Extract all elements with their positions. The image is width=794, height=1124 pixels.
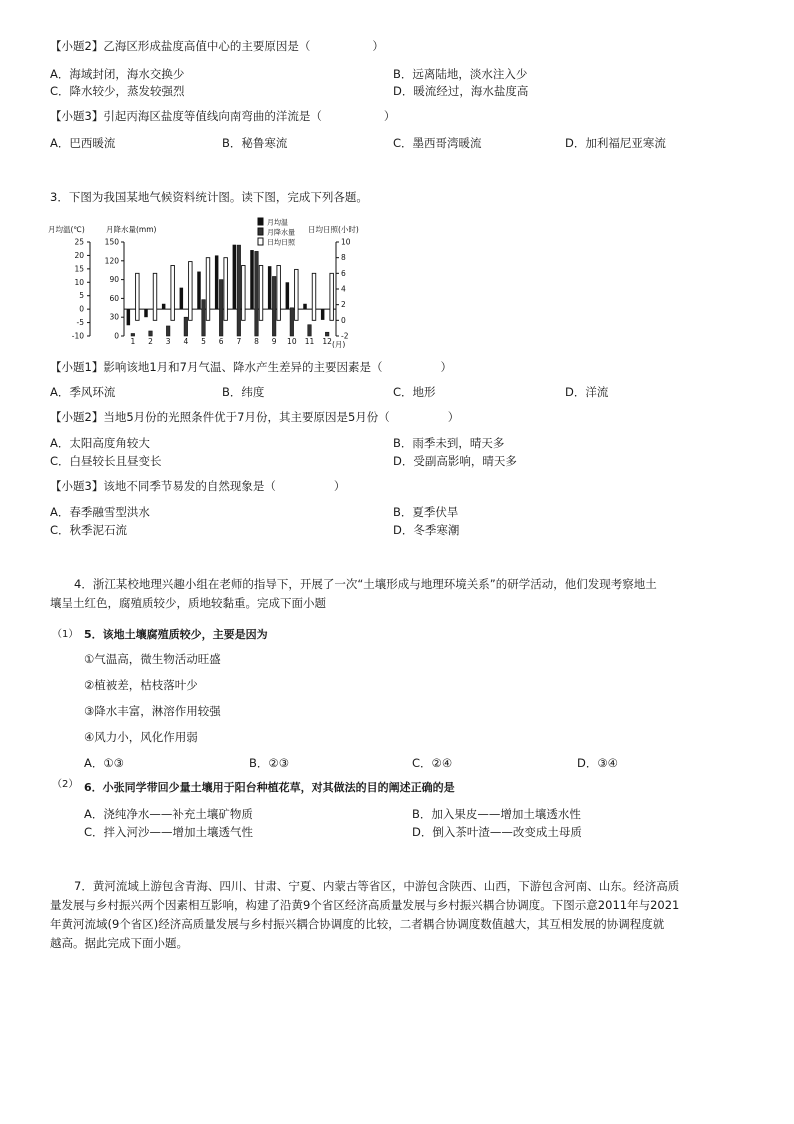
s3-intro: 3．下图为我国某地气候资料统计图。读下图，完成下列各题。 [50,190,368,204]
precip-axis-title: 月降水量(mm) [106,225,157,234]
sun-bar [295,269,299,320]
month-tick-label: 10 [287,337,297,346]
precip-bar [272,276,276,336]
temp-tick-label: 20 [74,250,84,260]
s7-line1: 7．黄河流域上游包含青海、四川、甘肃、宁夏、内蒙古等省区，中游包含陕西、山西，下游包含河南、山东。经济高质 [74,879,680,893]
legend-label: 日均日照 [267,238,295,247]
s2-q2-stem: 【小题2】乙海区形成盐度高值中心的主要原因是（ [50,39,311,53]
sun-bar [171,266,175,321]
temp-tick-label: 5 [79,291,84,301]
precip-bar [325,332,329,336]
precip-bar [202,300,206,336]
s7-line3: 年黄河流域(9个省区)经济高质量发展与乡村振兴耦合协调度的比较，二者耦合协调度数值越大，其互相发展的协调程度就 [50,917,665,931]
s4-sub1-option-d[interactable]: D．③④ [577,756,618,770]
s4-sub2-stem: 6．小张同学带回少量土壤用于阳台种植花草，对其做法的目的阐述正确的是 [84,781,455,794]
s4-intro-line1: 4．浙江某校地理兴趣小组在老师的指导下，开展了一次“土壤形成与地理环境关系”的研学活动，他们发现考察地土 [74,577,657,591]
s3-q1-stem: 【小题1】影响该地1月和7月气温、降水产生差异的主要因素是（ [50,360,383,374]
s4-sub2-option-b[interactable]: B．加入果皮——增加土壤透水性 [412,807,581,821]
precip-bar [131,333,135,336]
temp-tick-label: 15 [74,264,84,274]
s3-q1-option-c[interactable]: C．地形 [393,385,436,399]
s2-q3-stem: 【小题3】引起丙海区盐度等值线向南弯曲的洋流是（ [50,109,322,123]
sun-bar [206,258,210,321]
x-axis-title: (月) [332,340,346,348]
temp-tick-label: -5 [76,318,84,328]
s4-sub1-item-4: ④风力小，风化作用弱 [84,730,198,744]
s3-q1-option-d[interactable]: D．洋流 [565,385,609,399]
s4-sub1-stem: 5．该地土壤腐殖质较少，主要是因为 [84,628,268,641]
temp-axis-title: 月均温(℃) [48,225,85,234]
precip-tick-label: 90 [109,275,119,285]
temp-bar [268,266,272,309]
legend-label: 月降水量 [267,228,295,237]
sun-bar [136,273,140,320]
s3-q2-option-d[interactable]: D．受副高影响，晴天多 [393,454,517,468]
s4-sub1-item-2: ②植被差，枯枝落叶少 [84,678,198,692]
s4-sub2-number: （2） [52,779,79,790]
temp-bar [321,309,325,320]
precip-bar [290,308,294,336]
precip-bar [255,251,259,336]
s2-q2-option-b[interactable]: B．远离陆地，淡水注入少 [393,67,528,81]
s4-sub2-option-c[interactable]: C．拌入河沙——增加土壤透气性 [84,825,254,839]
s2-q3-option-b[interactable]: B．秘鲁寒流 [222,136,288,150]
legend-swatch [258,228,263,235]
s3-q3-stem-row: 【小题3】该地不同季节易发的自然现象是（ ） [50,479,346,493]
month-tick-label: 5 [201,337,206,346]
temp-bar [197,272,201,310]
s3-q1-option-a[interactable]: A．季风环流 [50,385,116,399]
month-tick-label: 3 [165,337,171,346]
temp-bar [233,245,237,309]
s3-q1-stem-row: 【小题1】影响该地1月和7月气温、降水产生差异的主要因素是（ ） [50,360,452,374]
sun-bar [224,258,228,321]
s3-q3-stem: 【小题3】该地不同季节易发的自然现象是（ [50,479,276,493]
month-tick-label: 11 [304,337,315,346]
temp-bar [303,304,307,309]
sun-tick-label: 0 [341,315,346,325]
sun-tick-label: 10 [341,237,351,247]
sun-tick-label: 8 [341,253,346,263]
s3-q3-option-b[interactable]: B．夏季伏旱 [393,505,459,519]
temp-bar [250,250,254,309]
precip-bar [308,325,312,336]
s4-sub1-option-a[interactable]: A．①③ [84,756,124,770]
precip-bar [166,326,170,336]
temp-bar [162,304,166,309]
month-tick-label: 7 [236,337,242,346]
s3-q3-option-a[interactable]: A．春季融雪型洪水 [50,505,150,519]
s2-q3-option-a[interactable]: A．巴西暖流 [50,136,116,150]
s3-q1-option-b[interactable]: B．纬度 [222,385,265,399]
s4-sub1-option-c[interactable]: C．②④ [412,756,453,770]
temp-tick-label: 25 [74,237,84,247]
s2-q2-option-a[interactable]: A．海域封闭，海水交换少 [50,67,185,81]
s4-sub1-number: （1） [52,629,79,640]
s7-line2: 量发展与乡村振兴两个因素相互影响，构建了沿黄9个省区经济高质量发展与乡村振兴耦合协调度。下图示意2011年与2021 [50,898,680,912]
s3-q2-stem-row: 【小题2】当地5月份的光照条件优于7月份，其主要原因是5月份（ ） [50,410,460,424]
sun-axis-title: 日均日照(小时) [308,225,359,234]
temp-bar [286,282,290,309]
s4-sub2-option-a[interactable]: A．浇纯净水——补充土壤矿物质 [84,807,253,821]
s2-q3-option-c[interactable]: C．墨西哥湾暖流 [393,136,482,150]
legend-label: 月均温 [267,218,288,227]
month-tick-label: 9 [271,337,277,346]
s4-sub1-option-b[interactable]: B．②③ [249,756,290,770]
sun-bar [312,273,316,320]
legend-swatch [258,218,263,225]
month-tick-label: 8 [254,337,259,346]
s3-q2-option-a[interactable]: A．太阳高度角较大 [50,436,150,450]
precip-tick-label: 30 [109,312,119,322]
temp-tick-label: -10 [71,331,84,341]
sun-tick-label: 2 [341,300,346,310]
sun-bar [277,266,281,321]
s2-q3-stem-row: 【小题3】引起丙海区盐度等值线向南弯曲的洋流是（ ） [50,109,396,123]
s3-q2-option-c[interactable]: C．白昼较长且昼变长 [50,454,162,468]
sun-bar [153,273,157,320]
month-tick-label: 12 [322,337,332,346]
s3-q2-stem: 【小题2】当地5月份的光照条件优于7月份，其主要原因是5月份（ [50,410,390,424]
s2-q3-option-d[interactable]: D．加利福尼亚寒流 [565,136,666,150]
sun-bar [259,266,263,321]
s4-sub1-item-1: ①气温高，微生物活动旺盛 [84,652,221,666]
sun-bar [189,262,193,321]
temp-tick-label: 0 [79,304,84,314]
legend-swatch [258,238,263,245]
precip-bar [237,245,241,336]
precip-tick-label: 0 [114,331,119,341]
s4-intro-line2: 壤呈土红色，腐殖质较少，质地较黏重。完成下面小题 [50,596,326,610]
s7-line4: 越高。据此完成下面小题。 [50,936,188,950]
temp-bar [144,309,148,317]
s4-sub2-option-d[interactable]: D．倒入茶叶渣——改变成土母质 [412,825,582,839]
sun-tick-label: 4 [341,284,346,294]
temp-bar [215,255,219,309]
sun-bar [242,266,246,321]
precip-bar [184,317,188,336]
sun-tick-label: -2 [341,331,349,341]
temp-tick-label: 10 [74,277,84,287]
s2-q2-option-c[interactable]: C．降水较少，蒸发较强烈 [50,84,185,98]
s2-q2-option-d[interactable]: D．暖流经过，海水盐度高 [393,84,529,98]
month-tick-label: 4 [183,337,189,346]
temp-bar [127,309,131,325]
sun-bar [330,273,334,320]
s4-sub1-item-3: ③降水丰富，淋溶作用较强 [84,704,221,718]
month-tick-label: 6 [218,337,224,346]
precip-tick-label: 150 [104,237,119,247]
climate-chart [46,212,366,348]
precip-tick-label: 120 [104,256,119,266]
month-tick-label: 2 [148,337,153,346]
s3-q3-option-d[interactable]: D．冬季寒潮 [393,523,460,537]
precip-bar [149,331,153,336]
month-tick-label: 1 [130,337,136,346]
s3-q2-option-b[interactable]: B．雨季未到，晴天多 [393,436,505,450]
precip-tick-label: 60 [109,293,119,303]
s3-q3-option-c[interactable]: C．秋季泥石流 [50,523,128,537]
sun-tick-label: 6 [341,268,346,278]
s2-q2-stem-row: 【小题2】乙海区形成盐度高值中心的主要原因是（ ） [50,39,384,53]
temp-bar [180,288,184,309]
precip-bar [219,280,223,336]
